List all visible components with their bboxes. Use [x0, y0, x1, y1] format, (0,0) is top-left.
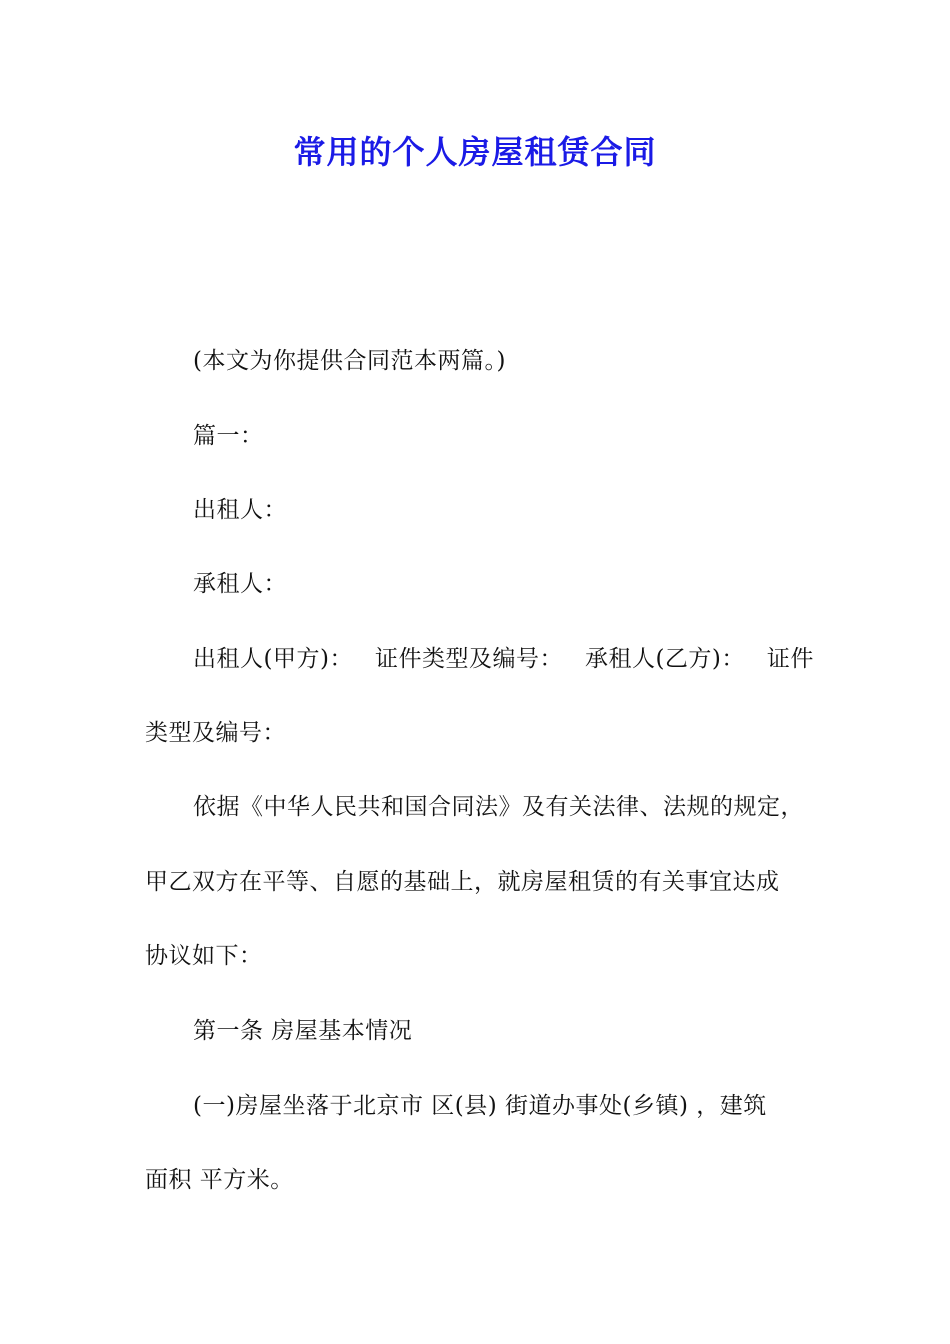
article-one-heading: 第一条 房屋基本情况 — [193, 1018, 413, 1044]
basis-line-1: 依据《中华人民共和国合同法》及有关法律、法规的规定， — [193, 794, 804, 820]
lessor-id-label: 证件类型及编号： — [374, 646, 563, 672]
lessor-party-label: 出租人(甲方)： — [193, 646, 353, 672]
lessee-party-label: 承租人(乙方)： — [584, 646, 745, 672]
item-one-line-2: 面积 平方米。 — [145, 1167, 294, 1193]
piece-one-heading: 篇一： — [193, 423, 264, 449]
lessee-id-label-start: 证件 — [766, 646, 814, 672]
intro-paragraph: (本文为你提供合同范本两篇。) — [193, 348, 506, 374]
document-title: 常用的个人房屋租赁合同 — [293, 133, 657, 171]
basis-line-3: 协议如下： — [145, 943, 263, 969]
parties-line-2: 类型及编号： — [145, 720, 286, 746]
parties-line-1 — [193, 641, 814, 677]
lessee-line: 承租人： — [193, 571, 287, 597]
lessor-line: 出租人： — [193, 497, 287, 523]
basis-line-2: 甲乙双方在平等、自愿的基础上，就房屋租赁的有关事宜达成 — [145, 869, 780, 895]
item-one-line-1: (一)房屋坐落于北京市 区(县) 街道办事处(乡镇) ，建筑 — [193, 1093, 767, 1119]
